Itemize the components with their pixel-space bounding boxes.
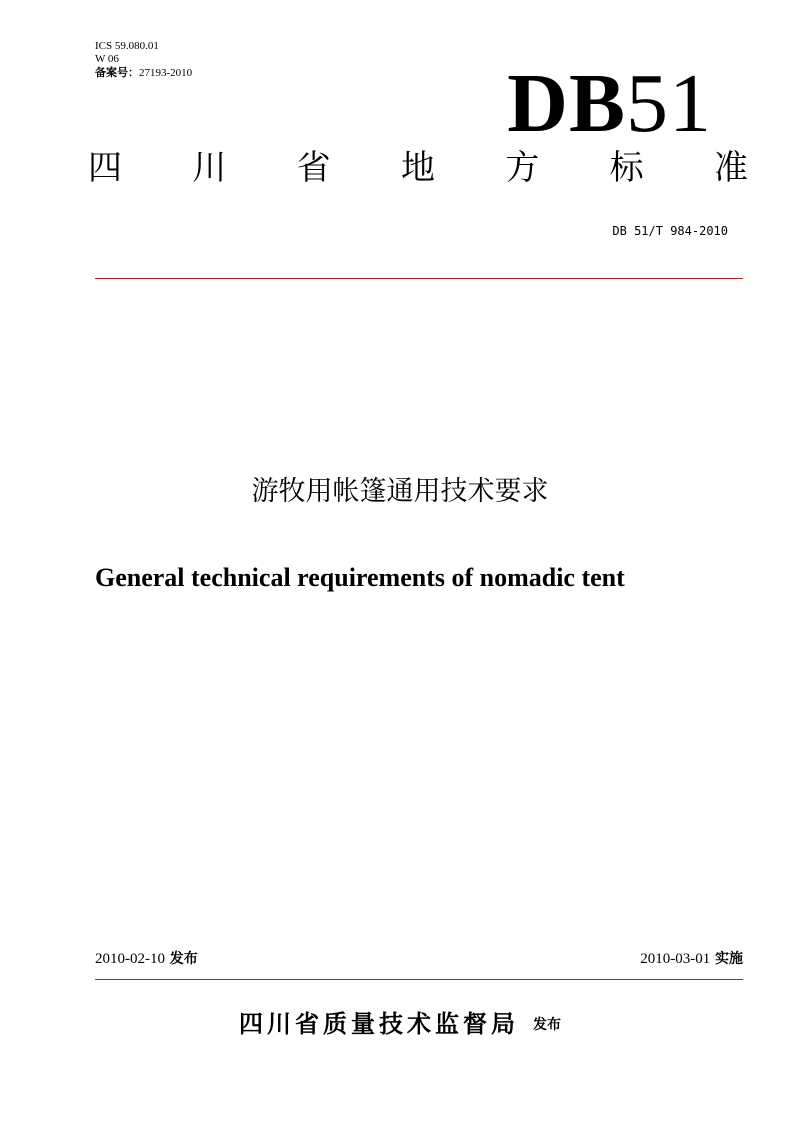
header-divider <box>95 278 743 279</box>
standard-type-char: 方 <box>505 148 540 188</box>
publisher-line <box>0 1004 800 1039</box>
standard-metadata <box>95 40 192 80</box>
standard-type-title <box>88 148 748 188</box>
issue-date: 2010-02-10 <box>95 951 165 967</box>
footer-divider <box>95 979 743 980</box>
ics-code: ICS 59.080.01 <box>95 40 159 52</box>
effective-date-block <box>640 948 743 969</box>
standard-number: DB 51/T 984-2010 <box>612 224 728 238</box>
standard-type-char: 标 <box>609 148 644 188</box>
publisher-org: 四川省质量技术监督局 <box>239 1010 519 1038</box>
filing-number-line <box>95 66 192 80</box>
code-digits: 51 <box>626 57 712 150</box>
issue-date-block <box>95 948 198 969</box>
effective-label: 实施 <box>715 951 743 967</box>
standard-type-char: 准 <box>713 148 748 188</box>
standard-code-logo <box>507 57 712 150</box>
standard-type-char: 地 <box>400 148 435 188</box>
category-code: W 06 <box>95 53 119 65</box>
effective-date: 2010-03-01 <box>640 951 711 967</box>
filing-number: 27193-2010 <box>139 67 193 79</box>
standard-type-char: 川 <box>192 148 227 188</box>
standard-type-char: 省 <box>296 148 331 188</box>
code-letters: DB <box>507 57 626 150</box>
document-title-english: General technical requirements of nomadic tent <box>95 563 625 592</box>
standard-type-char: 四 <box>88 148 122 188</box>
date-row <box>95 948 743 969</box>
issue-label: 发布 <box>169 951 198 967</box>
document-title-chinese: 游牧用帐篷通用技术要求 <box>251 476 549 507</box>
publisher-label: 发布 <box>533 1017 561 1033</box>
filing-label: 备案号： <box>95 66 139 79</box>
